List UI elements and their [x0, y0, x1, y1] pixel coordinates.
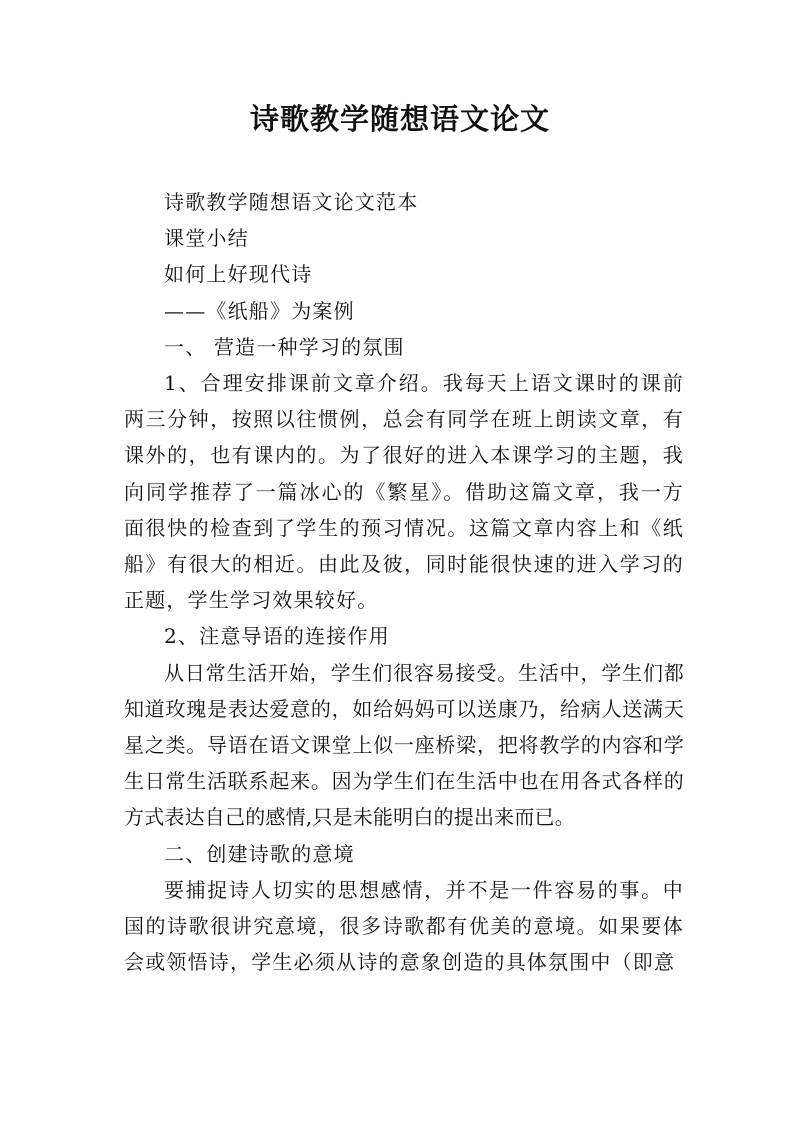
document-body — [124, 184, 684, 980]
paragraph-how-to-teach: 如何上好现代诗 — [164, 262, 313, 287]
section-heading-1: 一、 营造一种学习的氛围 — [164, 334, 405, 359]
document-title: 诗歌教学随想语文论文 — [249, 102, 550, 136]
paragraph-class-summary: 课堂小结 — [164, 226, 249, 251]
paragraph-subtitle: 诗歌教学随想语文论文范本 — [164, 190, 419, 214]
paragraph-section-2: 要捕捉诗人切实的思想感情，并不是一件容易的事。中国的诗歌很讲究意境，很多诗歌都有优美的意境。如果要体会或领悟诗，学生必须从诗的意象创造的具体氛围中（即意 — [124, 877, 684, 975]
section-heading-2: 二、创建诗歌的意境 — [164, 841, 355, 866]
paragraph-point-2: 从日常生活开始，学生们很容易接受。生活中，学生们都知道玫瑰是表达爱意的，如给妈妈可以送康乃，给病人送满天星之类。导语在语文课堂上似一座桥梁，把将教学的内容和学生日常生活联系起来。因为学生们在生活中也在用各式各样的方式表达自己的感情,只是未能明白的提出来而已。 — [124, 660, 684, 830]
subheading-point-2: 2、注意导语的连接作用 — [164, 624, 390, 649]
paragraph-point-1: 1、合理安排课前文章介绍。我每天上语文课时的课前两三分钟，按照以往惯例，总会有同学在班上朗读文章，有课外的，也有课内的。为了很好的进入本课学习的主题，我向同学推荐了一篇冰心的《繁星》。借助这篇文章，我一方面很快的检查到了学生的预习情况。这篇文章内容上和《纸船》有很大的相近。由此及彼，同时能很快速的进入学习的正题，学生学习效果较好。 — [124, 371, 684, 613]
paragraph-case-reference: ——《纸船》为案例 — [164, 298, 355, 323]
